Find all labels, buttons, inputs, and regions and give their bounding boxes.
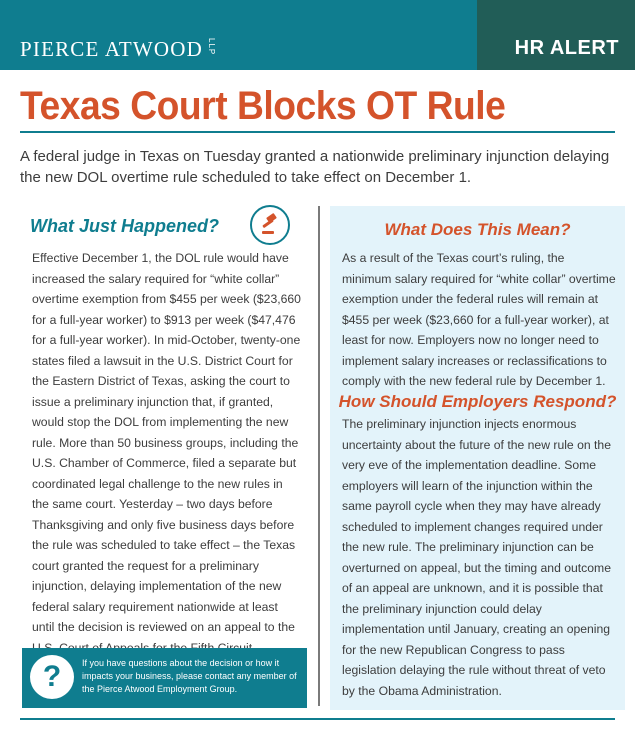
what-happened-body: Effective December 1, the DOL rule would have increased the salary required for “white collar” overtime exemption from $455 per week ($23,660 for a full-year worker) to $913 per week ($47,476 for a full-year worker). In mid-October, twenty-one states filed a lawsuit in the U.S. District Court for the Eastern District of Texas, asking the court to issue a preliminary injunction that, if granted, would stop the DOL from implementing the new rule. More than 50 business groups, including the U.S. Chamber of Commerce, filed a separate but coordinated legal challenge to the new rules in the same court. Yesterday – two days before Thanksgiving and only five business days before the rule was scheduled to take effect – the Texas court granted the request for a preliminary injunction, delaying implementation of the new federal salary requirement nationwide at least until the decision is reviewed on an appeal to the (32, 251, 301, 634)
what-does-this-mean-heading: What Does This Mean? (384, 220, 571, 239)
question-icon: ? (30, 655, 74, 699)
contact-callout (22, 648, 307, 708)
hr-alert-badge (477, 0, 635, 70)
hr-alert-label: HR ALERT (514, 37, 619, 59)
contact-text: If you have questions about the decision or how it impacts your business, please contact any member of the Pierce Atwood Employment Group. (82, 658, 297, 694)
employers-respond-body: The preliminary injunction injects enormous uncertainty about the future of the new rule on the very eve of the implementation deadline. Some employers will learn of the injunction within the same payroll cycle when they may have already scheduled to implement changes required under the new rule. The preliminary injunction can be overturned on appeal, but the timing and outcome of an appeal are unknown, and it is possible that the preliminary injunction could delay implementation until January, creating an opening for the new Republican Congress to pass legislation delaying the rule without threat of veto by the Obama Administration. (342, 417, 611, 698)
column-divider (318, 206, 320, 706)
footer-divider (20, 718, 615, 720)
gavel-icon (250, 205, 290, 245)
title-divider (20, 131, 615, 133)
firm-logo-suffix: LLP (207, 38, 216, 56)
header-banner (0, 0, 635, 70)
intro-paragraph: A federal judge in Texas on Tuesday granted a nationwide preliminary injunction delaying the new DOL overtime rule scheduled to take effect on December 1. (20, 148, 610, 186)
employers-respond-heading: How Should Employers Respond? (338, 392, 617, 411)
what-does-this-mean-body: As a result of the Texas court’s ruling, the minimum salary required for “white collar” overtime exemption under the federal rules will remain at $455 per week ($23,660 for a full-year worker), at least for now. Employers now no longer need to implement salary increases or reclassifications to comply with the new federal rule by December 1. (342, 251, 616, 388)
firm-logo: PIERCE ATWOOD (20, 37, 204, 61)
right-panel (330, 206, 625, 710)
what-happened-heading: What Just Happened? (30, 216, 220, 236)
page-title: Texas Court Blocks OT Rule (20, 84, 506, 128)
